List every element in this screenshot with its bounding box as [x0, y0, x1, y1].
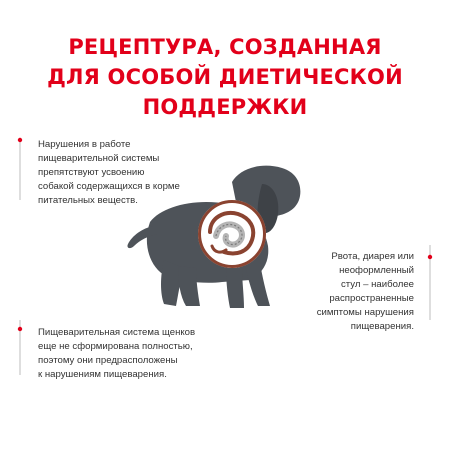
- text-line: пищеварения.: [350, 321, 414, 332]
- intestine-magnifier: [198, 200, 266, 268]
- text-line: Рвота, диарея или: [331, 251, 414, 262]
- red-marker-dot: [18, 327, 22, 331]
- text-line: симптомы нарушения: [316, 307, 414, 318]
- text-line: питательных веществ.: [38, 195, 138, 206]
- text-line: неоформленный: [339, 265, 414, 276]
- text-line: к нарушениям пищеварения.: [38, 369, 167, 380]
- text-line: пищеварительной системы: [38, 153, 160, 164]
- text-line: Нарушения в работе: [38, 139, 131, 150]
- title-line: РЕЦЕПТУРА, СОЗДАННАЯ: [68, 35, 382, 59]
- title-line: ДЛЯ ОСОБОЙ ДИЕТИЧЕСКОЙ: [47, 65, 403, 89]
- text-line: собакой содержащихся в корме: [38, 181, 180, 192]
- text-line: препятствуют усвоению: [38, 167, 145, 178]
- text-line: стул – наиболее: [340, 279, 414, 290]
- red-marker-dot: [18, 138, 22, 142]
- text-line: еще не сформирована полностью,: [38, 341, 193, 352]
- text-line: Пищеварительная система щенков: [38, 327, 196, 338]
- title-line: ПОДДЕРЖКИ: [142, 95, 308, 119]
- text-line: поэтому они предрасположены: [38, 355, 178, 366]
- red-marker-dot: [428, 255, 432, 259]
- text-line: распространенные: [329, 293, 414, 304]
